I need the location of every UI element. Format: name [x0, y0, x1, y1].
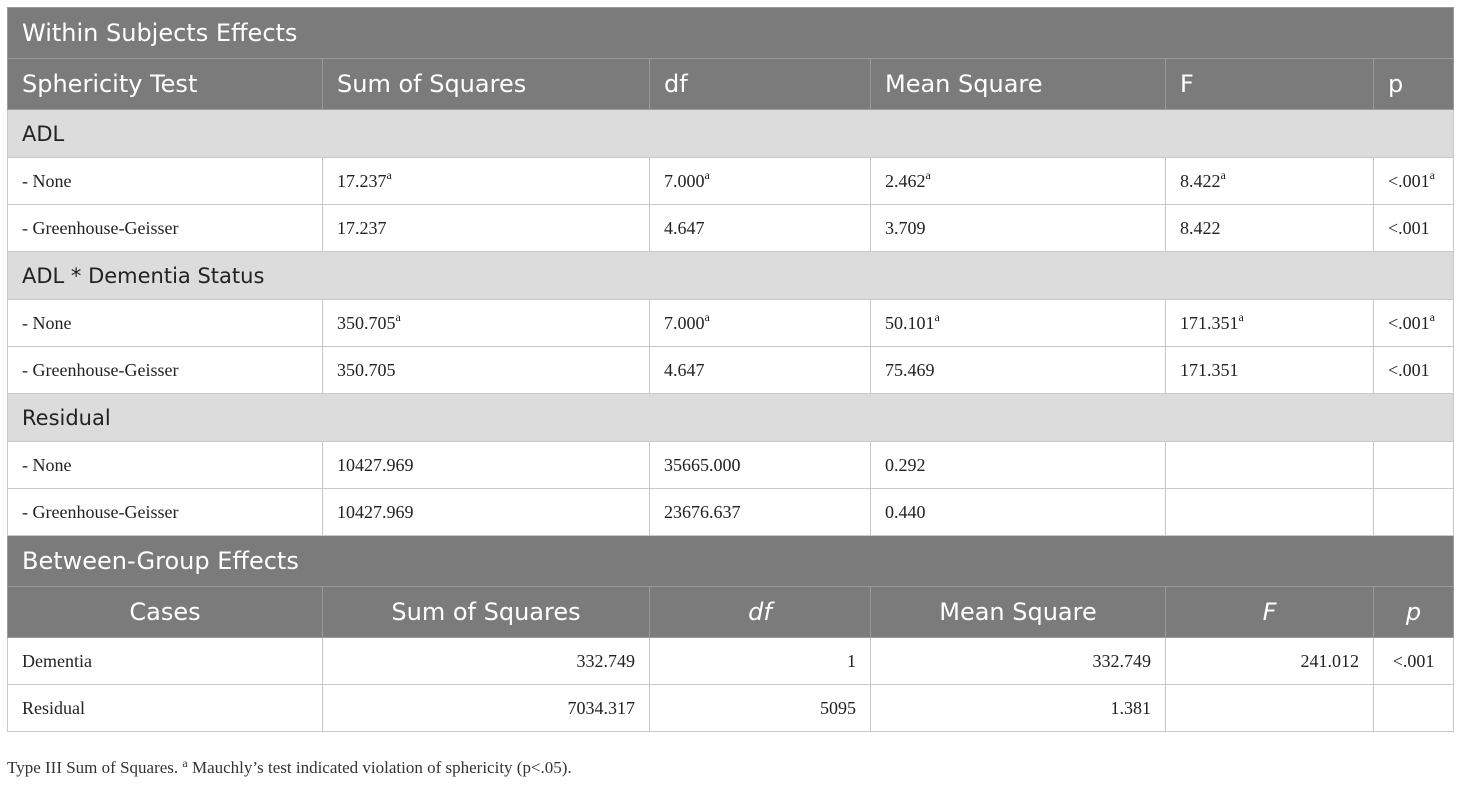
df-cell: 5095: [650, 685, 871, 732]
table-row: [8, 158, 1454, 205]
mean-square-cell: 3.709: [871, 205, 1166, 252]
df-cell: 7.000$^a$: [650, 300, 871, 347]
table-row: [8, 300, 1454, 347]
table-footnote: [7, 758, 572, 778]
group-label: Residual: [8, 394, 1454, 442]
footnote-marker: a: [386, 167, 392, 182]
sum-of-squares-cell: 350.705: [323, 347, 650, 394]
f-cell: 8.422: [1166, 205, 1374, 252]
footnote-marker: a: [395, 309, 401, 324]
header-mean-square: Mean Square: [871, 587, 1166, 638]
p-cell: [1374, 685, 1454, 732]
f-cell: 171.351$^a$: [1166, 300, 1374, 347]
within-subjects-title: Within Subjects Effects: [8, 8, 1454, 59]
sum-of-squares-cell: 7034.317: [323, 685, 650, 732]
p-cell: <.001: [1374, 638, 1454, 685]
f-cell: [1166, 442, 1374, 489]
between-group-title-row: [8, 536, 1454, 587]
table-row: [8, 442, 1454, 489]
mean-square-cell: 50.101$^a$: [871, 300, 1166, 347]
header-sum-of-squares: Sum of Squares: [323, 587, 650, 638]
df-cell: 1: [650, 638, 871, 685]
table-row: [8, 347, 1454, 394]
f-cell: [1166, 489, 1374, 536]
header-df: df: [650, 59, 871, 110]
p-cell: <.001$^a$: [1374, 158, 1454, 205]
group-label: ADL * Dementia Status: [8, 252, 1454, 300]
header-p: p: [1374, 59, 1454, 110]
within-subjects-title-row: [8, 8, 1454, 59]
mean-square-cell: 1.381: [871, 685, 1166, 732]
sum-of-squares-cell: 332.749: [323, 638, 650, 685]
between-header-row: [8, 587, 1454, 638]
footnote-marker: a: [1220, 167, 1226, 182]
df-cell: 35665.000: [650, 442, 871, 489]
mean-square-cell: 2.462$^a$: [871, 158, 1166, 205]
mean-square-cell: 0.440: [871, 489, 1166, 536]
sum-of-squares-cell: 10427.969: [323, 442, 650, 489]
footnote-marker: a: [1238, 309, 1244, 324]
f-cell: 171.351: [1166, 347, 1374, 394]
table-row: [8, 489, 1454, 536]
mean-square-cell: 75.469: [871, 347, 1166, 394]
p-cell: <.001$^a$: [1374, 300, 1454, 347]
df-cell: 4.647: [650, 205, 871, 252]
p-cell: [1374, 442, 1454, 489]
table-row: [8, 638, 1454, 685]
header-df: df: [650, 587, 871, 638]
anova-table-container: [7, 7, 1453, 732]
within-header-row: [8, 59, 1454, 110]
f-cell: 241.012: [1166, 638, 1374, 685]
sphericity-test-cell: - Greenhouse-Geisser: [8, 347, 323, 394]
table-row: [8, 205, 1454, 252]
footnote-prefix: Type III Sum of Squares.: [7, 758, 183, 777]
sphericity-test-cell: - Greenhouse-Geisser: [8, 489, 323, 536]
sphericity-test-cell: - None: [8, 158, 323, 205]
anova-table: [7, 7, 1454, 732]
p-cell: [1374, 489, 1454, 536]
p-cell: <.001: [1374, 205, 1454, 252]
f-cell: [1166, 685, 1374, 732]
footnote-text: Mauchly’s test indicated violation of sphericity (p<.05).: [187, 758, 572, 777]
footnote-marker: a: [704, 309, 710, 324]
header-p: p: [1374, 587, 1454, 638]
footnote-marker: a: [925, 167, 931, 182]
table-row: [8, 685, 1454, 732]
sphericity-test-cell: - Greenhouse-Geisser: [8, 205, 323, 252]
mean-square-cell: 332.749: [871, 638, 1166, 685]
p-cell: <.001: [1374, 347, 1454, 394]
sum-of-squares-cell: 10427.969: [323, 489, 650, 536]
group-row-residual: [8, 394, 1454, 442]
sum-of-squares-cell: 17.237$^a$: [323, 158, 650, 205]
df-cell: 7.000$^a$: [650, 158, 871, 205]
f-cell: 8.422$^a$: [1166, 158, 1374, 205]
cases-cell: Dementia: [8, 638, 323, 685]
footnote-marker: a: [1429, 167, 1435, 182]
mean-square-cell: 0.292: [871, 442, 1166, 489]
sphericity-test-cell: - None: [8, 442, 323, 489]
footnote-marker: a: [182, 756, 188, 770]
footnote-marker: a: [934, 309, 940, 324]
df-cell: 23676.637: [650, 489, 871, 536]
header-f: F: [1166, 587, 1374, 638]
between-group-title: Between-Group Effects: [8, 536, 1454, 587]
header-sum-of-squares: Sum of Squares: [323, 59, 650, 110]
header-mean-square: Mean Square: [871, 59, 1166, 110]
header-cases: Cases: [8, 587, 323, 638]
group-row-adl-dementia-status: [8, 252, 1454, 300]
sphericity-test-cell: - None: [8, 300, 323, 347]
sum-of-squares-cell: 17.237: [323, 205, 650, 252]
footnote-marker: a: [1429, 309, 1435, 324]
cases-cell: Residual: [8, 685, 323, 732]
df-cell: 4.647: [650, 347, 871, 394]
sum-of-squares-cell: 350.705$^a$: [323, 300, 650, 347]
footnote-marker: a: [704, 167, 710, 182]
group-label: ADL: [8, 110, 1454, 158]
header-sphericity-test: Sphericity Test: [8, 59, 323, 110]
group-row-adl: [8, 110, 1454, 158]
header-f: F: [1166, 59, 1374, 110]
